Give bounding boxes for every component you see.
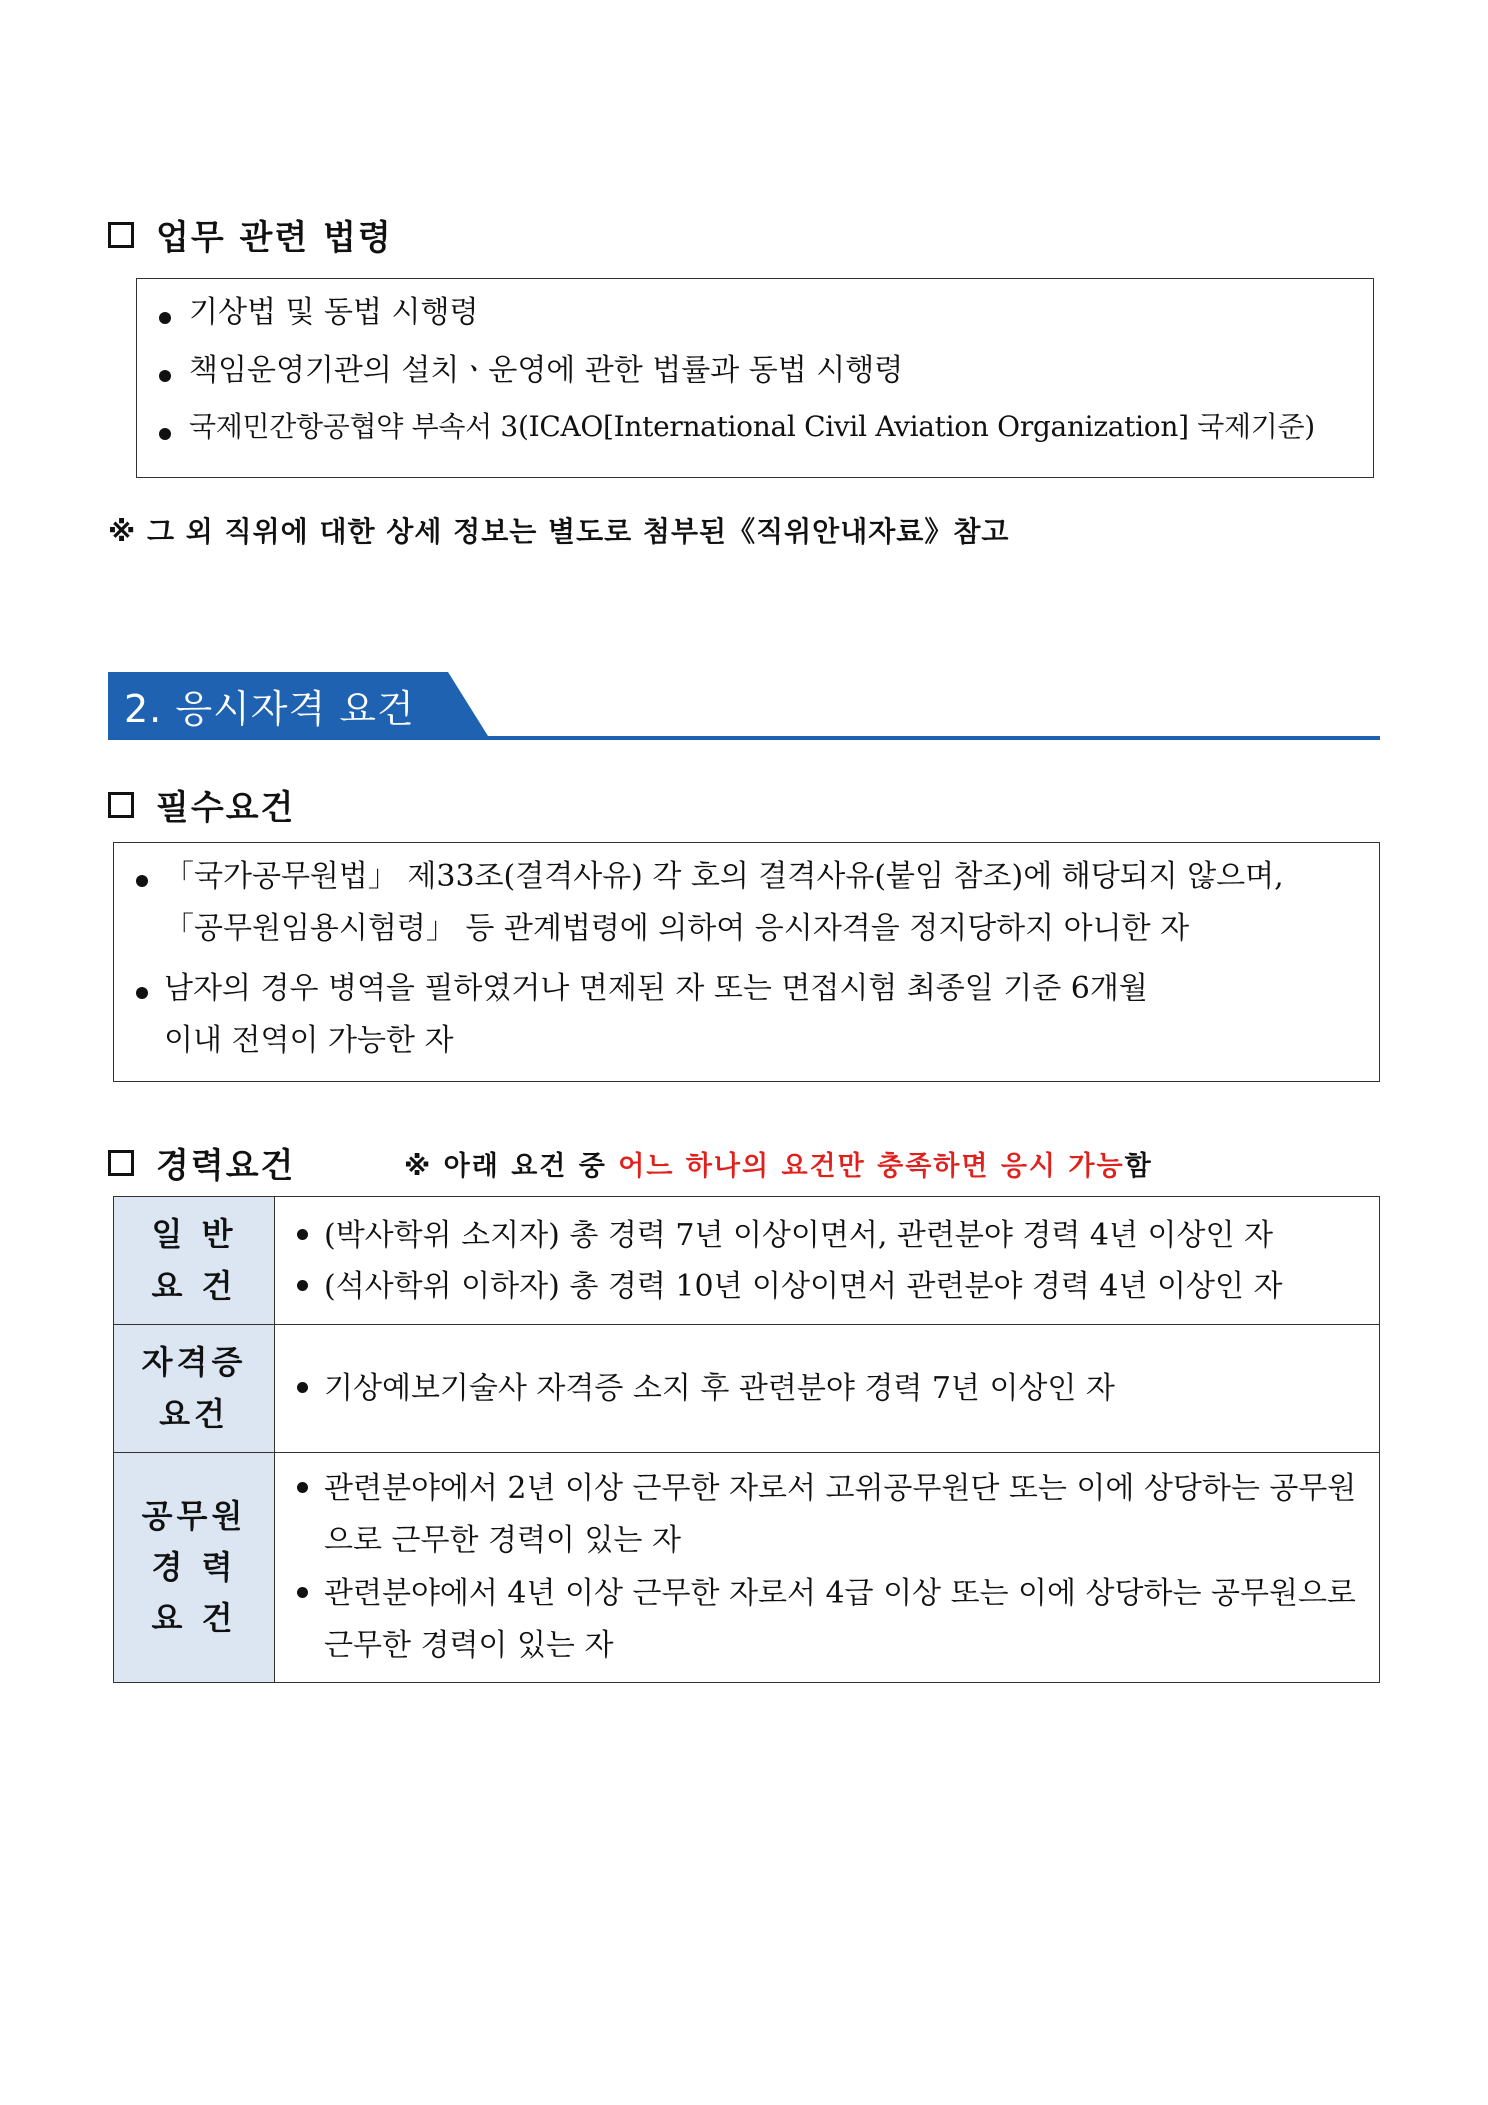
- section-title-underline: [108, 736, 1380, 740]
- list-item: [297, 1463, 1359, 1568]
- row-label-line: 요 건: [151, 1266, 237, 1305]
- table-row: [114, 1325, 1380, 1453]
- required-item-line: 「공무원임용시험령」 등 관계법령에 의하여 응시자격을 정지당하지 아니한 자: [164, 911, 1190, 946]
- row-label-line: 일 반: [151, 1215, 237, 1254]
- list-item: [136, 857, 1359, 961]
- row-label: [114, 1453, 275, 1683]
- law-item-text: 국제민간항공협약 부속서 3(ICAO[International Civil Aviation Organization] 국제기준): [189, 410, 1315, 443]
- career-note-prefix: ※ 아래 요건 중: [404, 1151, 619, 1182]
- law-heading: [108, 210, 393, 259]
- list-item: [297, 1210, 1359, 1261]
- requirement-text: 관련분야에서 2년 이상 근무한 자로서 고위공무원단 또는 이에 상당하는 공무원으로 근무한 경력이 있는 자: [324, 1470, 1357, 1558]
- list-item: [297, 1261, 1359, 1312]
- career-note: [404, 1144, 1153, 1183]
- section-title: [108, 672, 1380, 740]
- requirement-text: 관련분야에서 4년 이상 근무한 자로서 4급 이상 또는 이에 상당하는 공무원으로 근무한 경력이 있는 자: [324, 1575, 1356, 1663]
- career-note-highlight: 어느 하나의 요건만 충족하면 응시 가능: [618, 1151, 1125, 1182]
- requirement-text: 기상예보기술사 자격증 소지 후 관련분야 경력 7년 이상인 자: [324, 1371, 1115, 1406]
- list-item: [297, 1363, 1359, 1414]
- required-list-box: [113, 842, 1380, 1082]
- required-item-line: 「국가공무원법」 제33조(결격사유) 각 호의 결격사유(붙임 참조)에 해당되지 않으며,: [164, 859, 1284, 894]
- requirement-text: (박사학위 소지자) 총 경력 7년 이상이면서, 관련분야 경력 4년 이상인 자: [324, 1217, 1273, 1253]
- row-content: [275, 1453, 1380, 1683]
- career-heading: [108, 1138, 295, 1187]
- checkbox-icon: [108, 222, 134, 248]
- bullet-icon: [297, 1382, 308, 1393]
- required-item-line: 이내 전역이 가능한 자: [164, 1023, 454, 1058]
- law-item-text: 기상법 및 동법 시행령: [189, 295, 479, 330]
- row-label-line: 경 력: [151, 1547, 237, 1586]
- list-item: [159, 351, 1373, 409]
- row-label: [114, 1325, 275, 1453]
- list-item: [136, 969, 1359, 1073]
- bullet-icon: [297, 1280, 308, 1291]
- list-item: [159, 409, 1373, 467]
- checkbox-icon: [108, 792, 134, 818]
- row-content: [275, 1197, 1380, 1325]
- reference-note: ※ 그 외 직위에 대한 상세 정보는 별도로 첨부된《직위안내자료》참고: [108, 515, 1010, 548]
- bullet-icon: [297, 1482, 308, 1493]
- table-row: [114, 1453, 1380, 1683]
- list-item: [297, 1568, 1359, 1673]
- row-label-line: 요 건: [151, 1599, 237, 1638]
- row-label-line: 공무원: [141, 1496, 247, 1535]
- row-label-line: 요건: [159, 1394, 229, 1433]
- career-heading-text: 경력요건: [156, 1146, 296, 1186]
- bullet-icon: [136, 875, 148, 887]
- career-requirements-table: [113, 1196, 1380, 1683]
- bullet-icon: [159, 312, 171, 324]
- requirement-text: (석사학위 이하자) 총 경력 10년 이상이면서 관련분야 경력 4년 이상인 자: [324, 1268, 1283, 1304]
- bullet-icon: [136, 987, 148, 999]
- career-note-suffix: 함: [1124, 1151, 1153, 1182]
- required-heading: [108, 780, 295, 829]
- bullet-icon: [297, 1229, 308, 1240]
- table-row: [114, 1197, 1380, 1325]
- bullet-icon: [159, 370, 171, 382]
- law-heading-text: 업무 관련 법령: [156, 218, 393, 258]
- law-list-box: [136, 278, 1374, 478]
- list-item: [159, 293, 1373, 351]
- law-item-text: 책임운영기관의 설치ㆍ운영에 관한 법률과 동법 시행령: [189, 353, 904, 388]
- bullet-icon: [297, 1587, 308, 1598]
- row-content: [275, 1325, 1380, 1453]
- row-label: [114, 1197, 275, 1325]
- section-title-text: 2. 응시자격 요건: [124, 687, 415, 731]
- checkbox-icon: [108, 1150, 134, 1176]
- required-heading-text: 필수요건: [156, 788, 296, 828]
- required-item-line: 남자의 경우 병역을 필하였거나 면제된 자 또는 면접시험 최종일 기준 6개월: [164, 971, 1148, 1006]
- row-label-line: 자격증: [141, 1343, 247, 1382]
- bullet-icon: [159, 428, 171, 440]
